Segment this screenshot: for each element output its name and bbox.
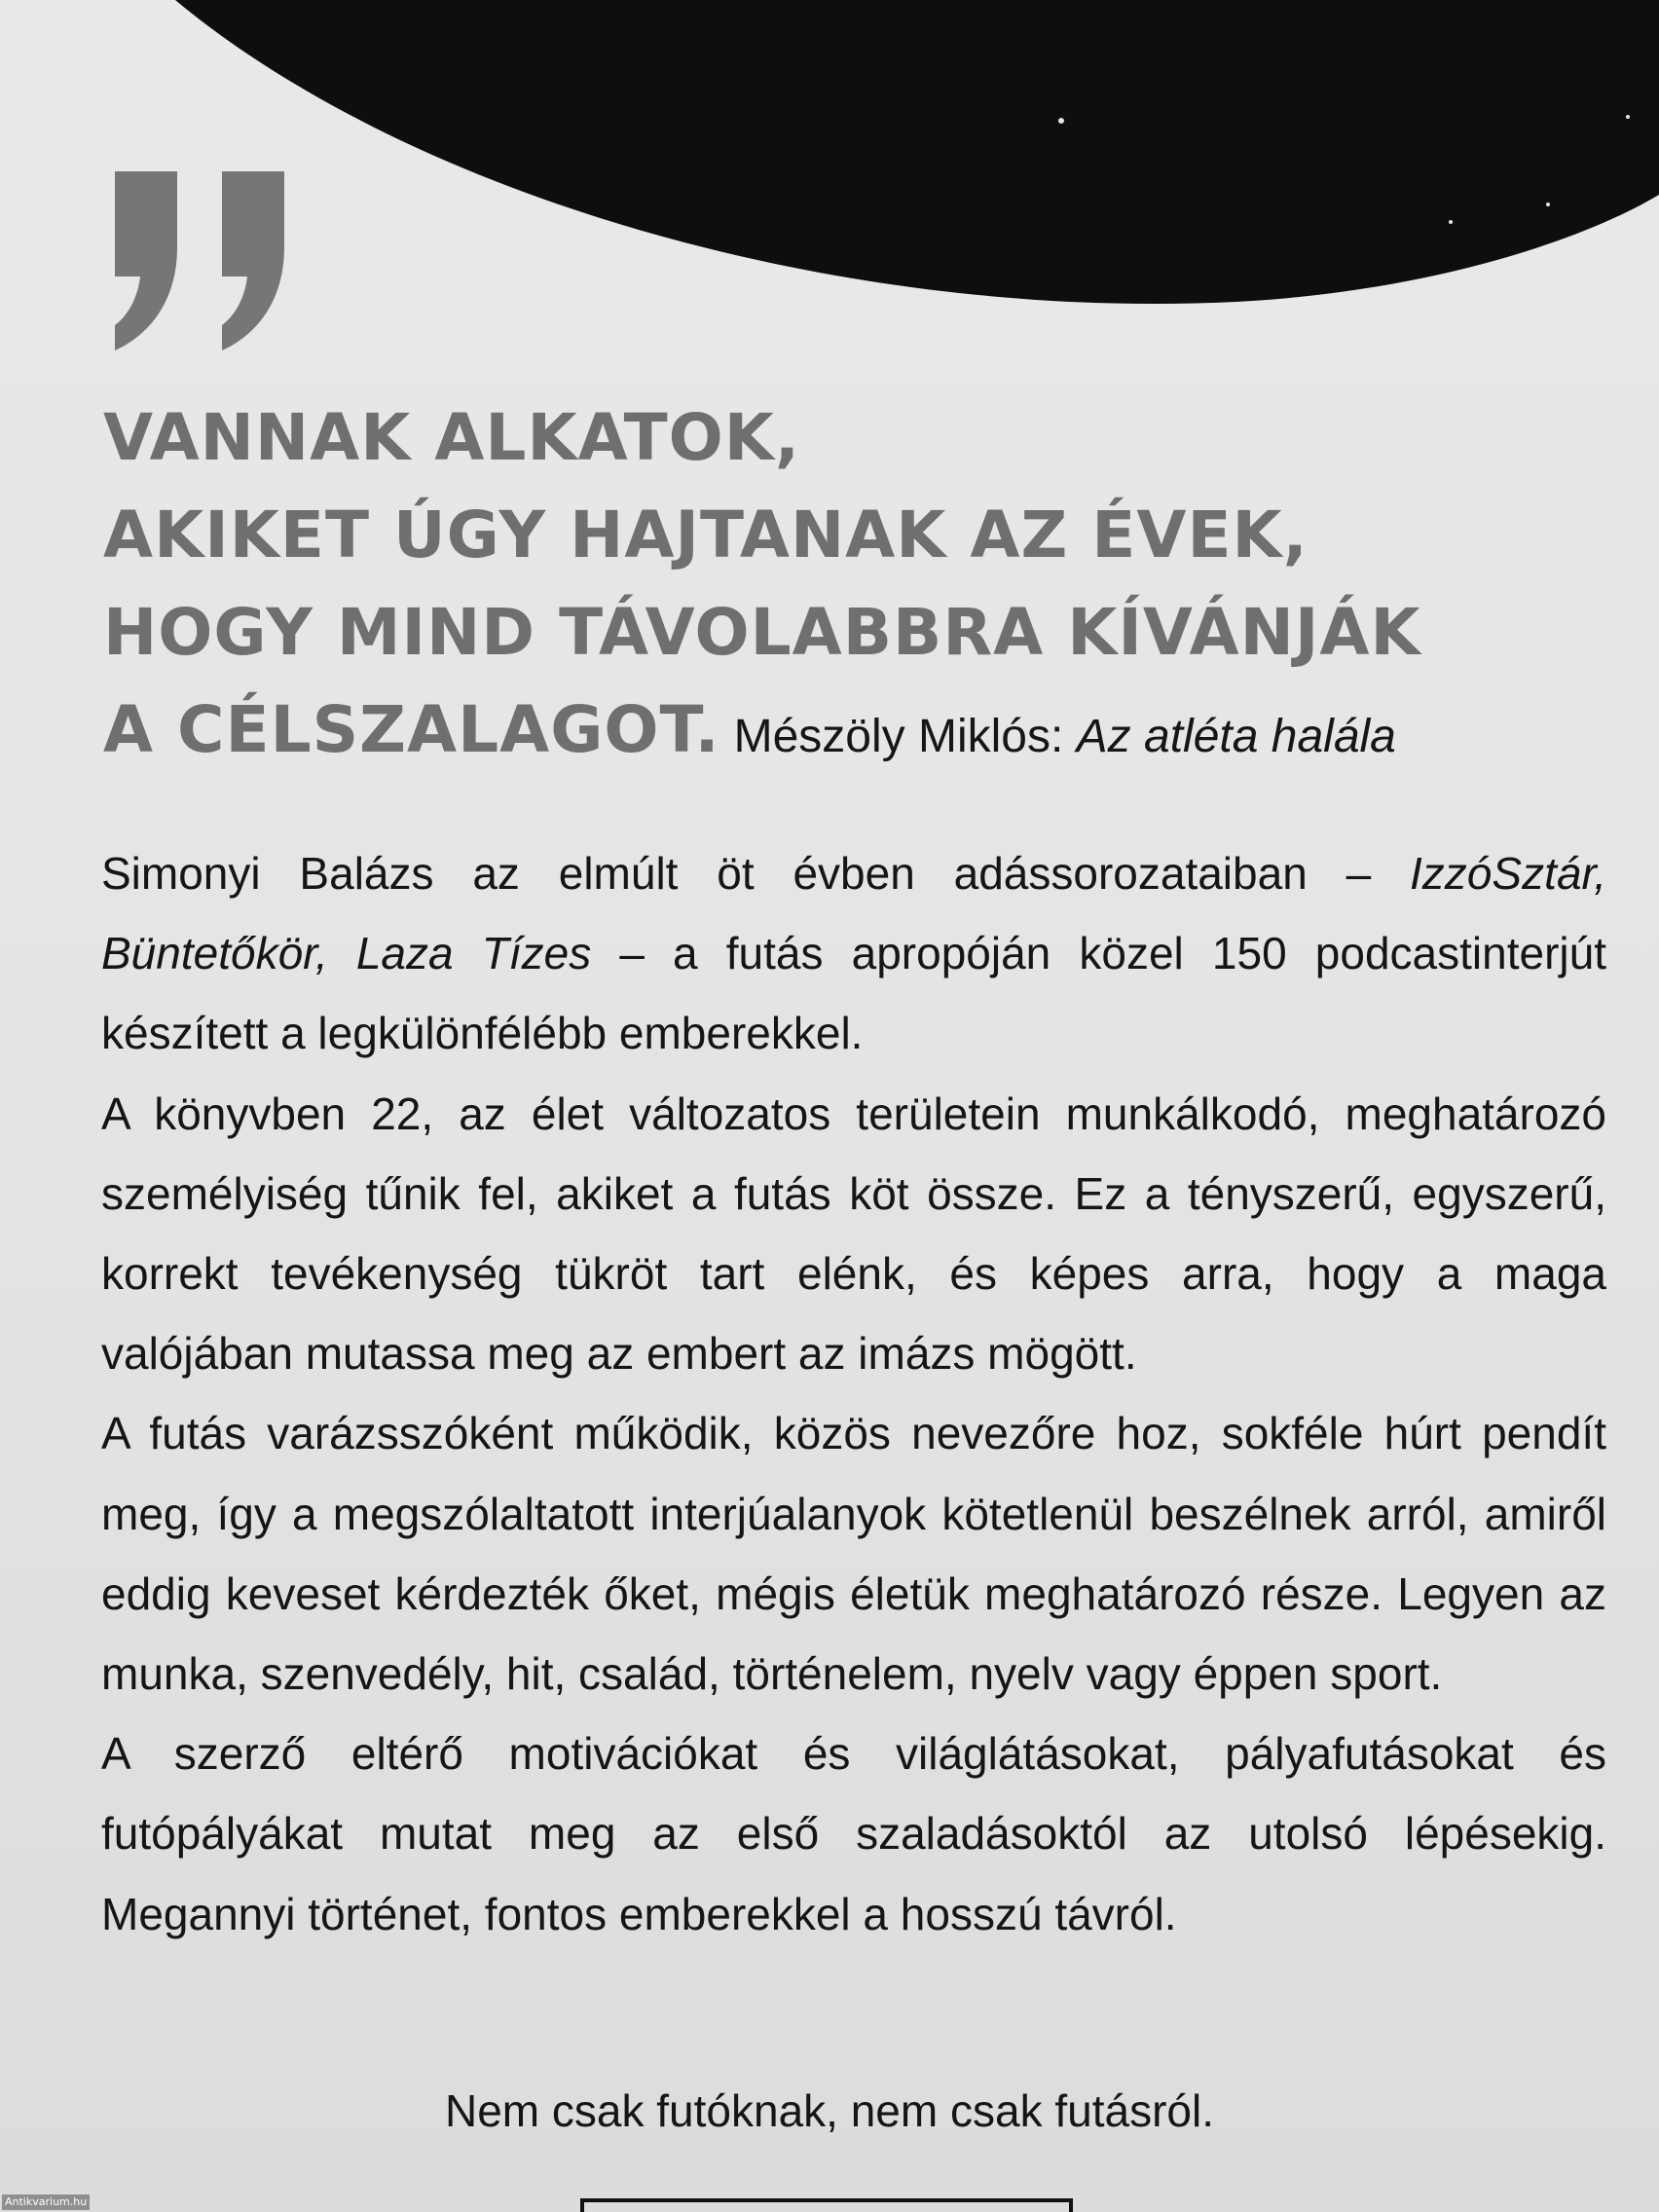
pull-quote: [103, 389, 1564, 786]
pull-quote-line: AKIKET ÚGY HAJTANAK AZ ÉVEK,: [103, 498, 1309, 572]
pull-quote-line: HOGY MIND TÁVOLABBRA KÍVÁNJÁK: [103, 595, 1421, 670]
podcast-series-names: IzzóSztár, Büntetőkör, Laza Tízes: [101, 848, 1606, 979]
attribution-author: Mészöly Miklós:: [733, 711, 1064, 762]
barcode-frame: [580, 2198, 1073, 2212]
blurb-paragraph: A futás varázsszóként működik, közös nevezőre hoz, sokféle húrt pendít meg, így a megszólaltatott interjúalanyok kötetlenül beszélnek arról, amiről eddig keveset kérdezték őket, mégis életük meghatározó része. Legyen az munka, szenvedély, hit, család, történelem, nyelv vagy éppen sport.: [101, 1408, 1606, 1700]
tagline: Nem csak futóknak, nem csak futásról.: [445, 2085, 1214, 2136]
blurb-text-span: – a futás apropóján közel 150 podcastinterjút készített a legkülönfélébb emberekkel.: [101, 928, 1606, 1059]
blurb-paragraph: [101, 833, 1606, 1074]
quote-mark-icon: [109, 171, 294, 350]
blurb-paragraph: A könyvben 22, az élet változatos területein munkálkodó, meghatározó személyiség tűnik fel, akiket a futás köt össze. Ez a tényszerű, egyszerű, korrekt tevékenység tükröt tart elénk, és képes arra, hogy a maga valójában mutassa meg az embert az imázs mögött.: [101, 1088, 1606, 1380]
blurb-text-span: Simonyi Balázs az elmúlt öt évben adássorozataiban –: [101, 848, 1411, 899]
pull-quote-line: A CÉLSZALAGOT.: [103, 692, 720, 767]
attribution-work-title: Az atléta halála: [1076, 711, 1396, 762]
quote-attribution: [734, 711, 1396, 762]
watermark: Antikvarium.hu: [2, 2194, 90, 2210]
blurb-text: [101, 833, 1606, 1954]
pull-quote-last-line: [103, 682, 1564, 786]
pull-quote-line: VANNAK ALKATOK,: [103, 400, 800, 475]
blurb-paragraph: A szerző eltérő motivációkat és világlátásokat, pályafutásokat és futópályákat mutat meg az első szaladásoktól az utolsó lépésekig. Megannyi történet, fontos emberekkel a hosszú távról.: [101, 1728, 1606, 1939]
